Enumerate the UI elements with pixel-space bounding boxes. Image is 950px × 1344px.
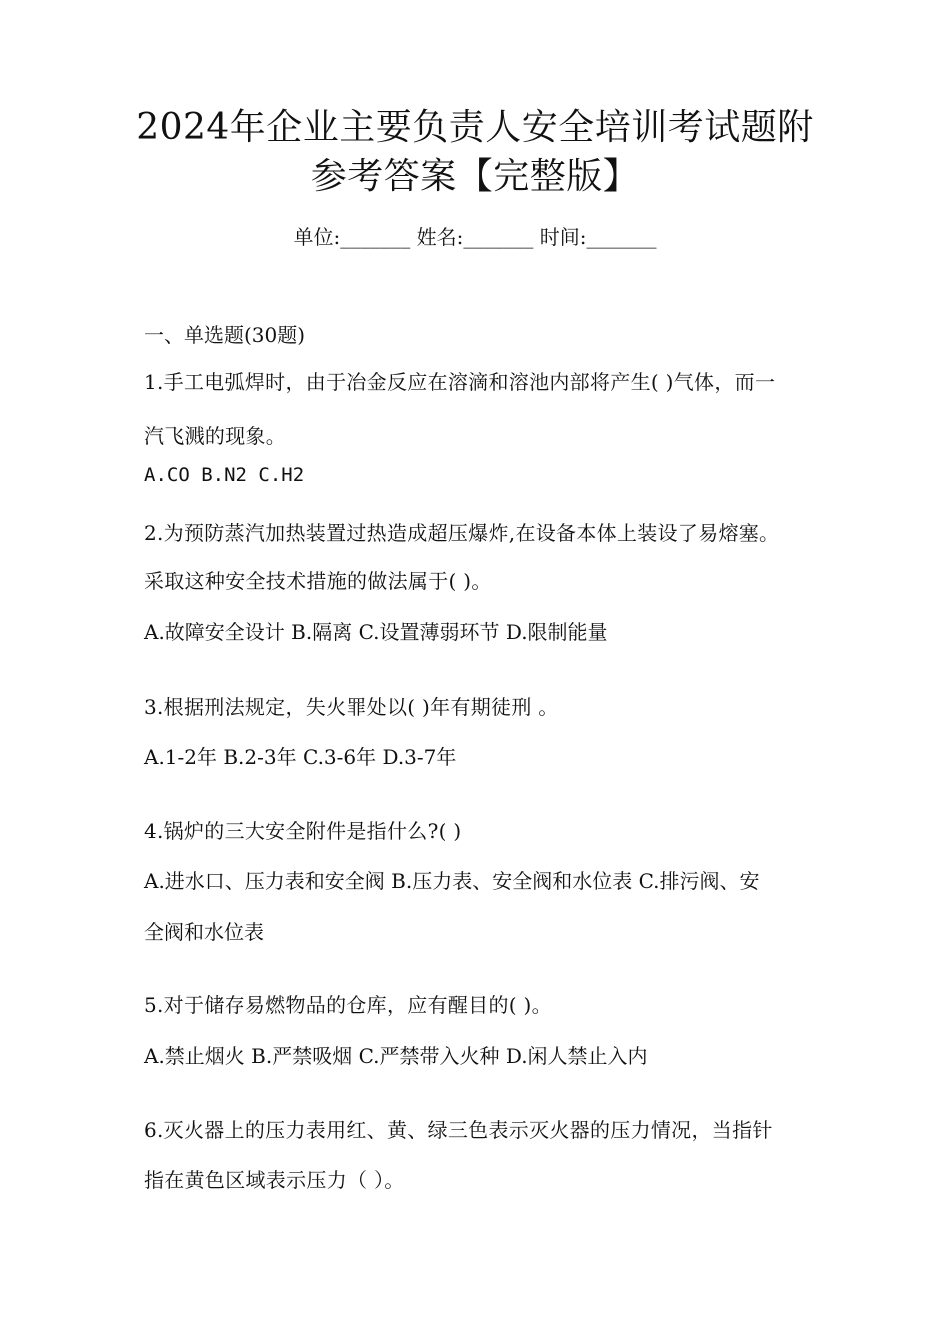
question-1-stem-line-2: 汽飞溅的现象。 — [144, 424, 287, 448]
question-3-stem: 3.根据刑法规定，失火罪处以( )年有期徒刑 。 — [144, 695, 559, 719]
question-1-stem-line-1: 1.手工电弧焊时，由于冶金反应在溶滴和溶池内部将产生( )气体，而一 — [144, 370, 776, 394]
question-4-options-line-1: A.进水口、压力表和安全阀 B.压力表、安全阀和水位表 C.排污阀、安 — [144, 869, 760, 893]
document-title-line-1: 2024年企业主要负责人安全培训考试题附 — [136, 107, 814, 148]
question-5-options: A.禁止烟火 B.严禁吸烟 C.严禁带入火种 D.闲人禁止入内 — [144, 1044, 648, 1068]
document-title-line-2: 参考答案【完整版】 — [310, 156, 640, 197]
question-1-options: A.CO B.N2 C.H2 — [144, 464, 305, 486]
question-3-options: A.1-2年 B.2-3年 C.3-6年 D.3-7年 — [144, 745, 457, 769]
question-5-stem: 5.对于储存易燃物品的仓库，应有醒目的( )。 — [144, 993, 552, 1017]
question-4-stem: 4.锅炉的三大安全附件是指什么?( ) — [144, 819, 462, 843]
unit-name-time-line: 单位:_______ 姓名:_______ 时间:_______ — [293, 225, 657, 249]
question-6-stem-line-1: 6.灭火器上的压力表用红、黄、绿三色表示灭火器的压力情况，当指针 — [144, 1118, 773, 1142]
question-2-options: A.故障安全设计 B.隔离 C.设置薄弱环节 D.限制能量 — [144, 620, 608, 644]
question-2-stem-line-2: 采取这种安全技术措施的做法属于( )。 — [144, 569, 492, 593]
question-6-stem-line-2: 指在黄色区域表示压力（ ）。 — [144, 1168, 405, 1192]
question-4-options-line-2: 全阀和水位表 — [144, 920, 264, 944]
section-heading: 一、单选题(30题) — [144, 323, 306, 347]
question-2-stem-line-1: 2.为预防蒸汽加热装置过热造成超压爆炸,在设备本体上装设了易熔塞。 — [144, 521, 780, 545]
